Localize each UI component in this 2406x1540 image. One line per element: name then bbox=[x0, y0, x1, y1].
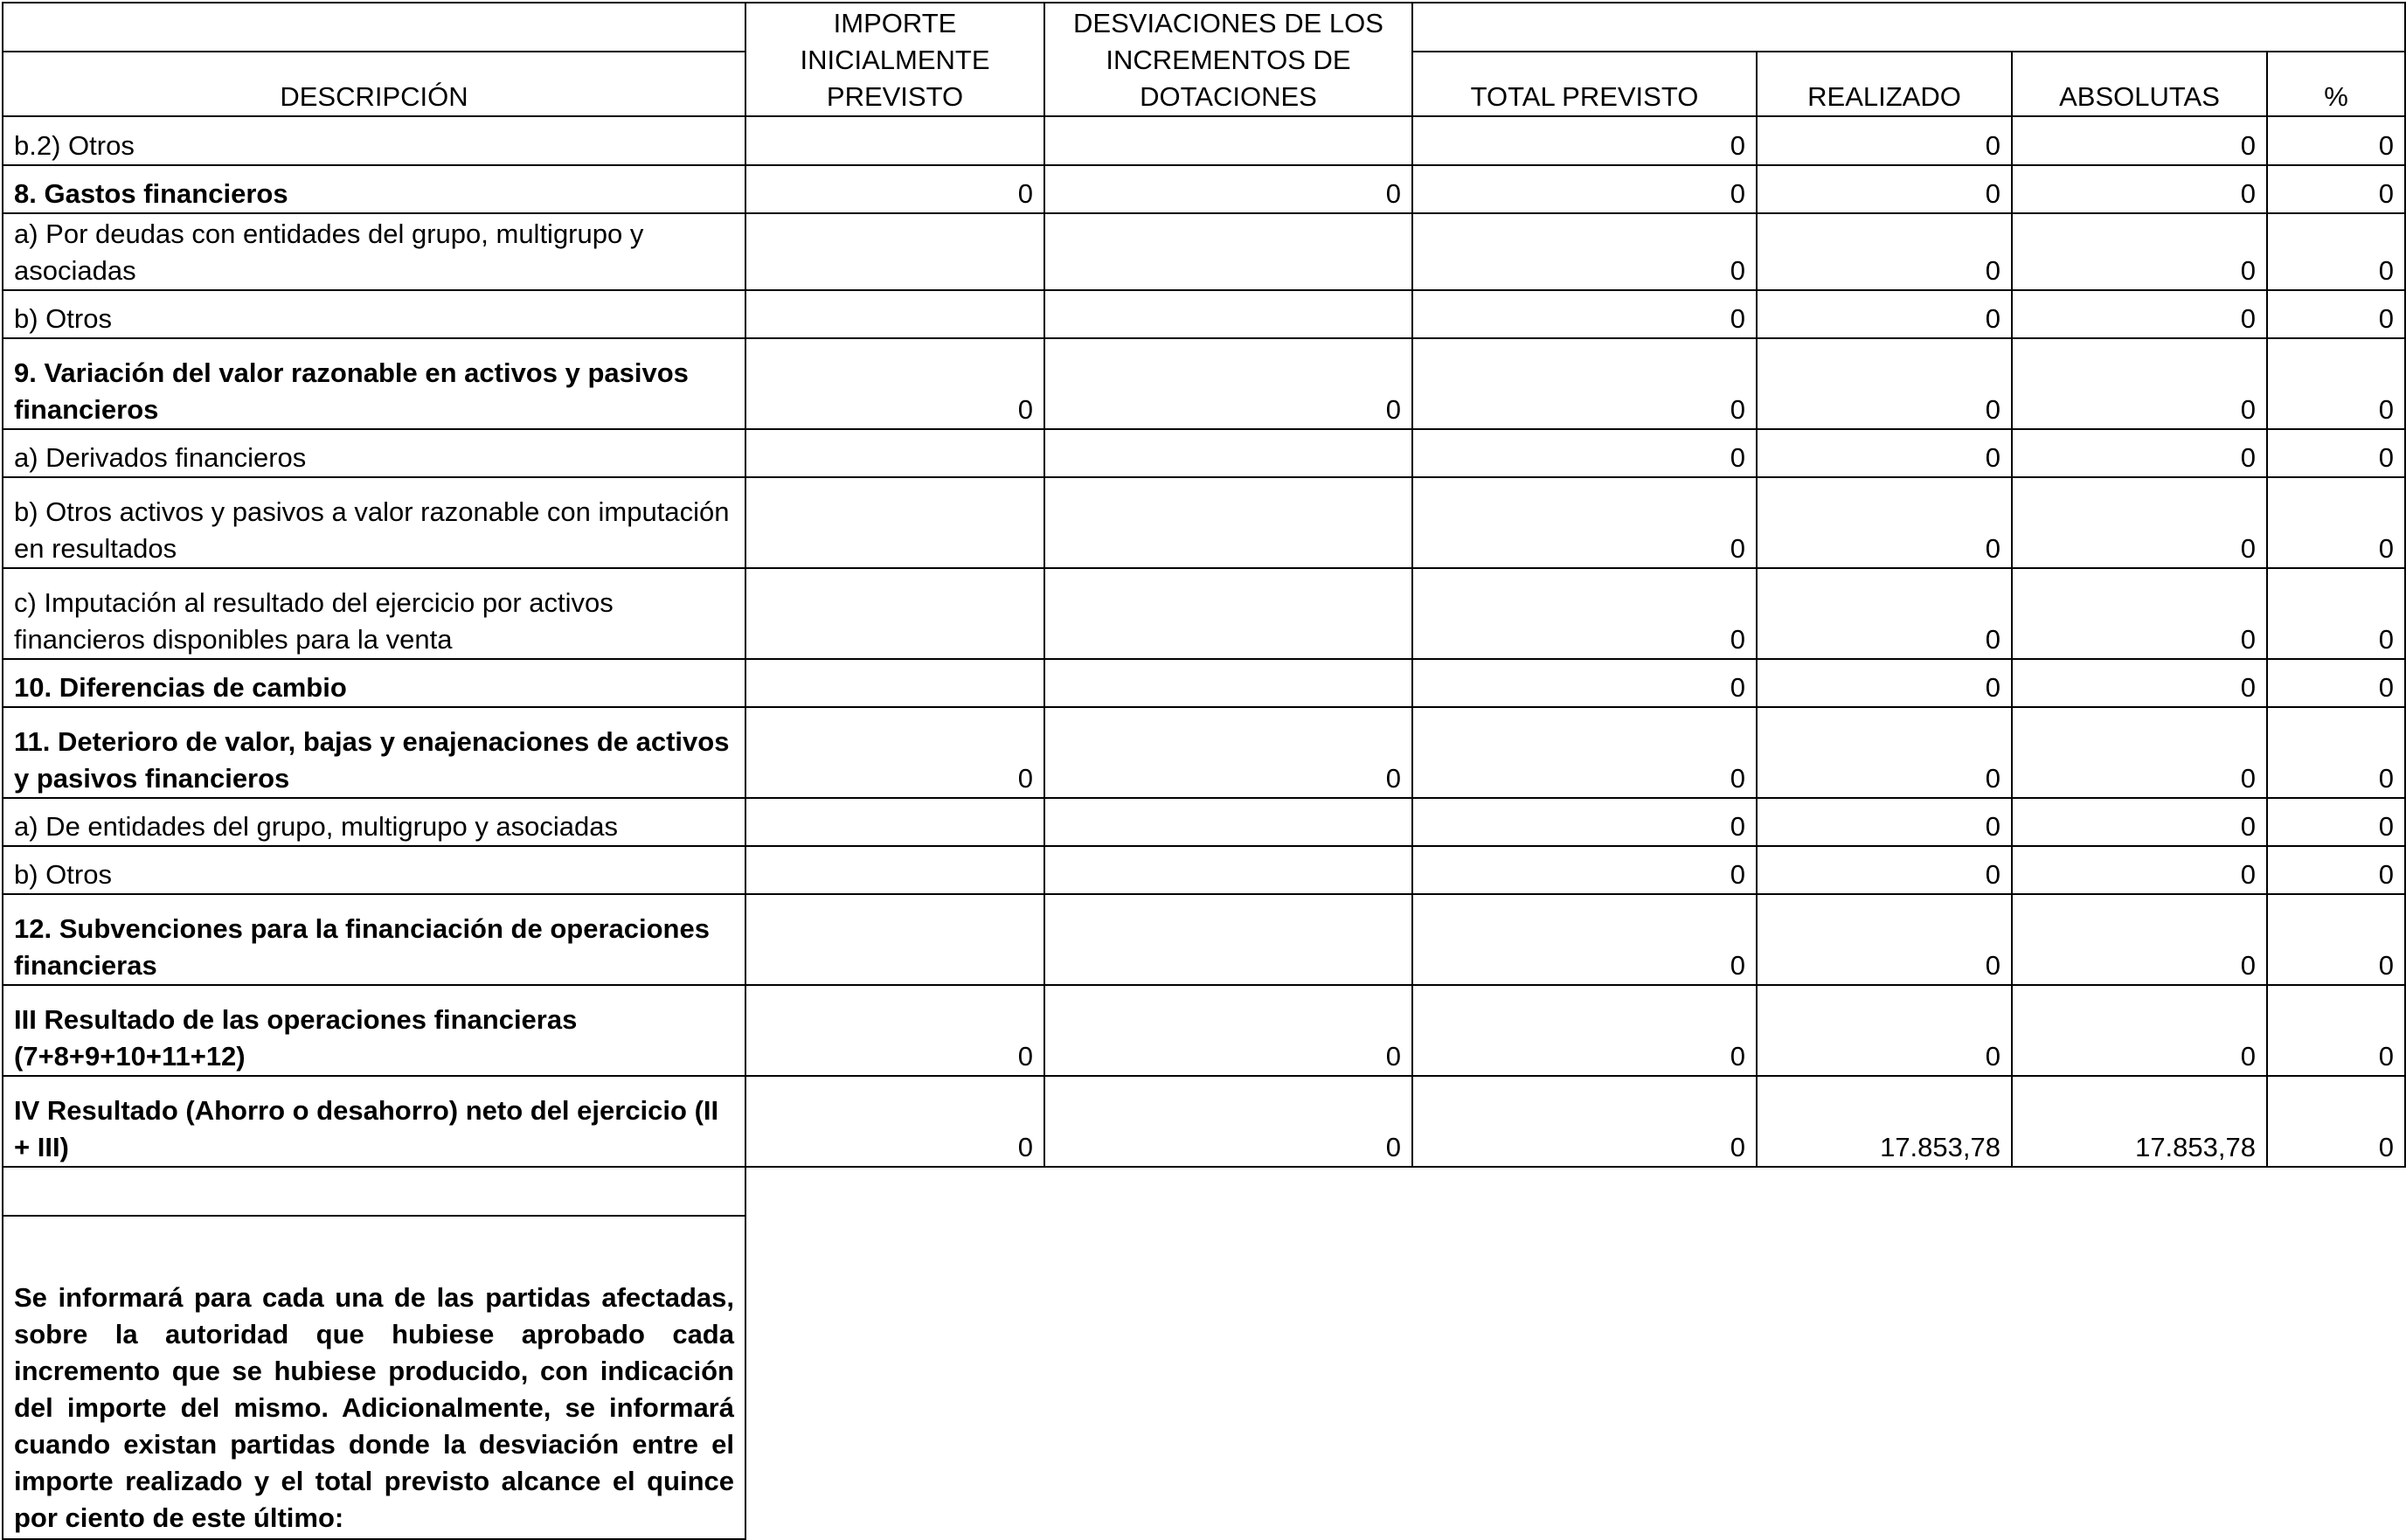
row-description: 11. Deterioro de valor, bajas y enajenaciones de activos y pasivos financieros bbox=[3, 707, 745, 798]
cell-pct: 0 bbox=[2267, 213, 2405, 290]
cell-total: 0 bbox=[1412, 213, 1757, 290]
cell-desviaciones bbox=[1044, 116, 1412, 165]
cell-realizado: 0 bbox=[1757, 798, 2012, 846]
cell-desviaciones bbox=[1044, 290, 1412, 338]
cell-desviaciones: 0 bbox=[1044, 707, 1412, 798]
table-row bbox=[3, 165, 2405, 213]
row-description: IV Resultado (Ahorro o desahorro) neto del ejercicio (II + III) bbox=[3, 1076, 745, 1167]
cell-total: 0 bbox=[1412, 429, 1757, 477]
cell-pct: 0 bbox=[2267, 707, 2405, 798]
cell-realizado: 0 bbox=[1757, 290, 2012, 338]
cell-realizado: 0 bbox=[1757, 429, 2012, 477]
header-desc-top-cell bbox=[3, 3, 745, 52]
table-row bbox=[3, 568, 2405, 659]
cell-realizado: 0 bbox=[1757, 477, 2012, 568]
cell-absolutas: 0 bbox=[2012, 213, 2267, 290]
cell-total: 0 bbox=[1412, 290, 1757, 338]
cell-importe: 0 bbox=[745, 338, 1044, 429]
row-description: b) Otros bbox=[3, 290, 745, 338]
cell-importe bbox=[745, 568, 1044, 659]
cell-pct: 0 bbox=[2267, 1076, 2405, 1167]
cell-desviaciones bbox=[1044, 429, 1412, 477]
cell-desviaciones: 0 bbox=[1044, 338, 1412, 429]
cell-absolutas: 0 bbox=[2012, 477, 2267, 568]
cell-pct: 0 bbox=[2267, 659, 2405, 707]
table-row bbox=[3, 985, 2405, 1076]
cell-total: 0 bbox=[1412, 116, 1757, 165]
cell-desviaciones: 0 bbox=[1044, 985, 1412, 1076]
cell-desviaciones: 0 bbox=[1044, 1076, 1412, 1167]
table-row bbox=[3, 798, 2405, 846]
budget-table bbox=[2, 2, 2406, 1540]
cell-desviaciones bbox=[1044, 798, 1412, 846]
cell-absolutas: 0 bbox=[2012, 846, 2267, 894]
cell-importe bbox=[745, 477, 1044, 568]
cell-pct: 0 bbox=[2267, 165, 2405, 213]
cell-realizado: 0 bbox=[1757, 338, 2012, 429]
cell-importe bbox=[745, 429, 1044, 477]
cell-importe bbox=[745, 846, 1044, 894]
cell-desviaciones bbox=[1044, 568, 1412, 659]
cell-importe: 0 bbox=[745, 165, 1044, 213]
cell-total: 0 bbox=[1412, 894, 1757, 985]
table-row bbox=[3, 894, 2405, 985]
cell-pct: 0 bbox=[2267, 568, 2405, 659]
table-row bbox=[3, 338, 2405, 429]
cell-total: 0 bbox=[1412, 338, 1757, 429]
header-desviaciones-incrementos: DESVIACIONES DE LOS INCREMENTOS DE DOTACIONES bbox=[1044, 3, 1412, 116]
cell-realizado: 0 bbox=[1757, 213, 2012, 290]
header-realizado: REALIZADO bbox=[1757, 52, 2012, 116]
table-row bbox=[3, 213, 2405, 290]
cell-total: 0 bbox=[1412, 477, 1757, 568]
cell-importe bbox=[745, 894, 1044, 985]
cell-importe: 0 bbox=[745, 707, 1044, 798]
note-text: Se informará para cada una de las partidas afectadas, sobre la autoridad que hubiese aprobado cada incremento que se hubiese producido, con indicación del importe del mismo. Adicionalmente, se informará cuando existan partidas donde la desviación entre el importe realizado y el total previsto alcance el quince por ciento de este último: bbox=[3, 1216, 745, 1539]
cell-desviaciones bbox=[1044, 846, 1412, 894]
cell-absolutas: 0 bbox=[2012, 338, 2267, 429]
cell-realizado: 0 bbox=[1757, 985, 2012, 1076]
cell-absolutas: 0 bbox=[2012, 707, 2267, 798]
cell-absolutas: 0 bbox=[2012, 568, 2267, 659]
cell-realizado: 0 bbox=[1757, 846, 2012, 894]
cell-absolutas: 0 bbox=[2012, 894, 2267, 985]
header-group-top-cell bbox=[1412, 3, 2405, 52]
cell-pct: 0 bbox=[2267, 798, 2405, 846]
cell-absolutas: 0 bbox=[2012, 290, 2267, 338]
header-row-top bbox=[3, 3, 2405, 52]
cell-realizado: 0 bbox=[1757, 659, 2012, 707]
cell-pct: 0 bbox=[2267, 985, 2405, 1076]
cell-importe bbox=[745, 213, 1044, 290]
cell-realizado: 0 bbox=[1757, 894, 2012, 985]
cell-realizado: 0 bbox=[1757, 165, 2012, 213]
table-row bbox=[3, 429, 2405, 477]
cell-importe: 0 bbox=[745, 1076, 1044, 1167]
table-row bbox=[3, 477, 2405, 568]
row-description: 9. Variación del valor razonable en activos y pasivos financieros bbox=[3, 338, 745, 429]
cell-pct: 0 bbox=[2267, 290, 2405, 338]
row-description: a) De entidades del grupo, multigrupo y asociadas bbox=[3, 798, 745, 846]
header-descripcion: DESCRIPCIÓN bbox=[3, 52, 745, 116]
cell-realizado: 0 bbox=[1757, 116, 2012, 165]
cell-absolutas: 0 bbox=[2012, 165, 2267, 213]
cell-importe bbox=[745, 290, 1044, 338]
row-description: b) Otros bbox=[3, 846, 745, 894]
row-description: b) Otros activos y pasivos a valor razonable con imputación en resultados bbox=[3, 477, 745, 568]
table-row bbox=[3, 116, 2405, 165]
cell-absolutas: 0 bbox=[2012, 985, 2267, 1076]
cell-desviaciones: 0 bbox=[1044, 165, 1412, 213]
cell-pct: 0 bbox=[2267, 846, 2405, 894]
row-description: III Resultado de las operaciones financieras (7+8+9+10+11+12) bbox=[3, 985, 745, 1076]
table-row bbox=[3, 1076, 2405, 1167]
cell-desviaciones bbox=[1044, 894, 1412, 985]
cell-pct: 0 bbox=[2267, 338, 2405, 429]
cell-total: 0 bbox=[1412, 659, 1757, 707]
row-description: 8. Gastos financieros bbox=[3, 165, 745, 213]
spacer-cell bbox=[3, 1167, 745, 1216]
cell-realizado: 17.853,78 bbox=[1757, 1076, 2012, 1167]
cell-importe bbox=[745, 659, 1044, 707]
cell-absolutas: 0 bbox=[2012, 116, 2267, 165]
header-porcentaje: % bbox=[2267, 52, 2405, 116]
row-description: c) Imputación al resultado del ejercicio por activos financieros disponibles para la venta bbox=[3, 568, 745, 659]
cell-total: 0 bbox=[1412, 707, 1757, 798]
cell-pct: 0 bbox=[2267, 429, 2405, 477]
cell-realizado: 0 bbox=[1757, 568, 2012, 659]
table-row bbox=[3, 659, 2405, 707]
cell-pct: 0 bbox=[2267, 477, 2405, 568]
cell-desviaciones bbox=[1044, 659, 1412, 707]
header-total-previsto: TOTAL PREVISTO bbox=[1412, 52, 1757, 116]
cell-total: 0 bbox=[1412, 798, 1757, 846]
table-row bbox=[3, 707, 2405, 798]
row-description: b.2) Otros bbox=[3, 116, 745, 165]
cell-absolutas: 0 bbox=[2012, 798, 2267, 846]
cell-absolutas: 0 bbox=[2012, 659, 2267, 707]
cell-pct: 0 bbox=[2267, 116, 2405, 165]
row-description: 10. Diferencias de cambio bbox=[3, 659, 745, 707]
header-absolutas: ABSOLUTAS bbox=[2012, 52, 2267, 116]
cell-total: 0 bbox=[1412, 1076, 1757, 1167]
cell-desviaciones bbox=[1044, 213, 1412, 290]
table-row bbox=[3, 846, 2405, 894]
row-description: a) Derivados financieros bbox=[3, 429, 745, 477]
spacer-row bbox=[3, 1167, 2405, 1216]
cell-absolutas: 17.853,78 bbox=[2012, 1076, 2267, 1167]
cell-importe bbox=[745, 798, 1044, 846]
row-description: a) Por deudas con entidades del grupo, multigrupo y asociadas bbox=[3, 213, 745, 290]
table-row bbox=[3, 290, 2405, 338]
note-side-area bbox=[745, 1167, 2405, 1539]
cell-absolutas: 0 bbox=[2012, 429, 2267, 477]
cell-total: 0 bbox=[1412, 165, 1757, 213]
cell-importe bbox=[745, 116, 1044, 165]
cell-pct: 0 bbox=[2267, 894, 2405, 985]
cell-total: 0 bbox=[1412, 568, 1757, 659]
cell-importe: 0 bbox=[745, 985, 1044, 1076]
header-importe-inicial: IMPORTE INICIALMENTE PREVISTO bbox=[745, 3, 1044, 116]
cell-realizado: 0 bbox=[1757, 707, 2012, 798]
cell-desviaciones bbox=[1044, 477, 1412, 568]
cell-total: 0 bbox=[1412, 846, 1757, 894]
cell-total: 0 bbox=[1412, 985, 1757, 1076]
row-description: 12. Subvenciones para la financiación de operaciones financieras bbox=[3, 894, 745, 985]
